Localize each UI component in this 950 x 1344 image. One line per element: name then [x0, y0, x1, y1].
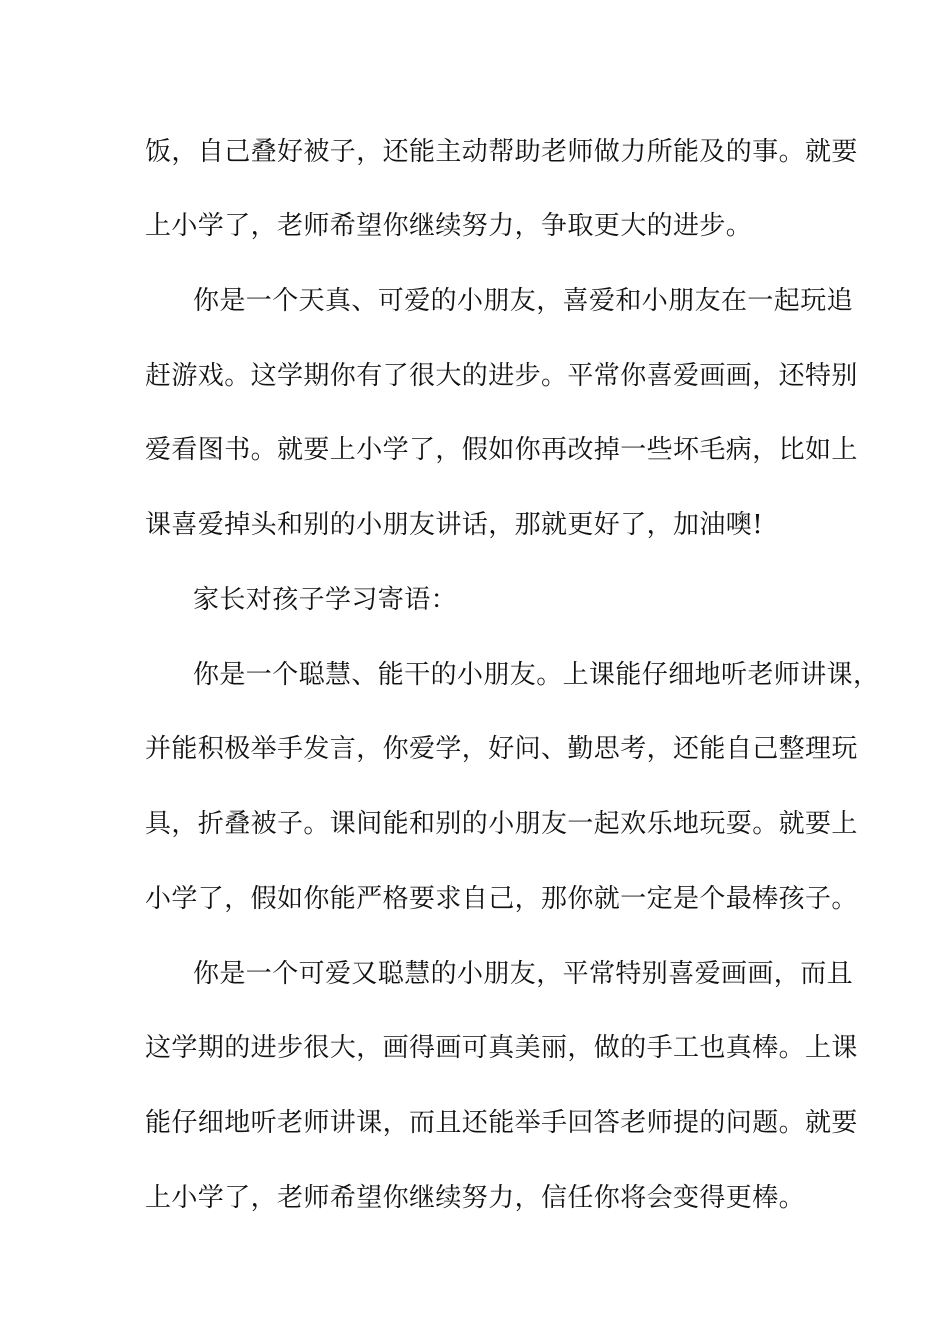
section-heading: 家长对孩子学习寄语： — [193, 585, 458, 615]
text-line: 这学期的进步很大，画得画可真美丽，做的手工也真棒。上课 — [145, 1033, 858, 1063]
text-line: 并能积极举手发言，你爱学，好问、勤思考，还能自己整理玩 — [145, 734, 858, 764]
text-line: 赶游戏。这学期你有了很大的进步。平常你喜爱画画，还特别 — [145, 361, 858, 391]
text-line: 饭，自己叠好被子，还能主动帮助老师做力所能及的事。就要 — [145, 137, 858, 167]
text-line: 具，折叠被子。课间能和别的小朋友一起欢乐地玩耍。就要上 — [145, 809, 858, 839]
text-line: 上小学了，老师希望你继续努力，争取更大的进步。 — [145, 211, 753, 241]
paragraph-first-line: 你是一个可爱又聪慧的小朋友，平常特别喜爱画画，而且 — [193, 959, 854, 989]
paragraph-first-line: 你是一个聪慧、能干的小朋友。上课能仔细地听老师讲课， — [193, 660, 880, 690]
text-line: 上小学了，老师希望你继续努力，信任你将会变得更棒。 — [145, 1183, 806, 1213]
text-line: 能仔细地听老师讲课，而且还能举手回答老师提的问题。就要 — [145, 1108, 858, 1138]
text-line: 课喜爱掉头和别的小朋友讲话，那就更好了，加油噢! — [145, 510, 764, 540]
paragraph-first-line: 你是一个天真、可爱的小朋友，喜爱和小朋友在一起玩追 — [193, 286, 854, 316]
text-line: 小学了，假如你能严格要求自己，那你就一定是个最棒孩子。 — [145, 884, 858, 914]
text-line: 爱看图书。就要上小学了，假如你再改掉一些坏毛病，比如上 — [145, 435, 858, 465]
